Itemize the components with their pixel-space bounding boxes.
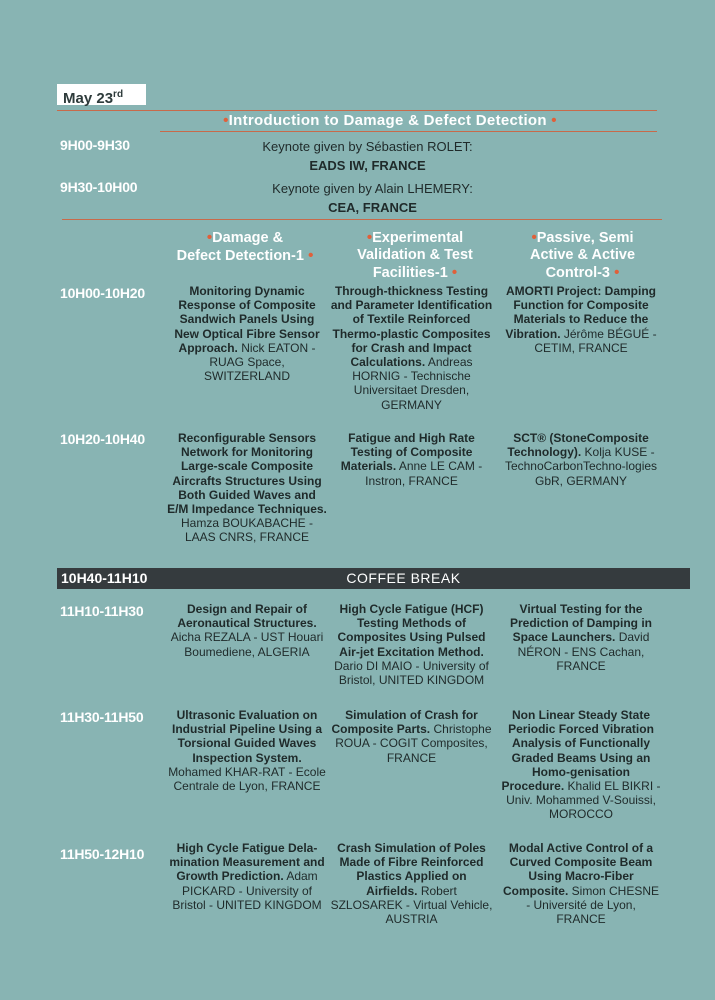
slot-time: 11H50-12H10: [60, 846, 145, 862]
talk: Non Linear Steady State Periodic Forced Vibration Analysis of Functionally Graded Beams Using an Homo-genisation Procedure. Khalid EL BIKRI - Univ. Mohammed V-Souissi, MOROCCO: [501, 708, 661, 822]
slot-time: 11H10-11H30: [60, 603, 144, 619]
talk: Through-thickness Testing and Parameter Identification of Textile Reinforced Thermo-plastic Composites for Crash and Impact Calculations. Andreas HORNIG - Technische Universitaet Dresden, GERMANY: [330, 284, 493, 412]
keynote: Keynote given by Alain LHEMERY: CEA, FRANCE: [272, 181, 473, 215]
talk: High Cycle Fatigue Dela-mination Measurement and Growth Prediction. Adam PICKARD - University of Bristol - UNITED KINGDOM: [169, 841, 325, 912]
talk: Fatigue and High Rate Testing of Composite Materials. Anne LE CAM - Instron, FRANCE: [340, 431, 483, 488]
track-header-3: •Passive, Semi Active & Active Control-3 •: [529, 229, 636, 281]
track-header-2: •Experimental Validation & Test Facilities-1 •: [357, 229, 473, 281]
talk: Monitoring Dynamic Response of Composite Sandwich Panels Using New Optical Fibre Sensor Approach. Nick EATON - RUAG Space, SWITZERLAND: [174, 284, 320, 384]
keynote: Keynote given by Sébastien ROLET: EADS IW, FRANCE: [262, 139, 473, 173]
talk: Virtual Testing for the Prediction of Damping in Space Launchers. David NÉRON - ENS Cachan, FRANCE: [509, 602, 652, 673]
talk: SCT® (StoneComposite Technology). Kolja KUSE - TechnoCarbonTechno-logies GbR, GERMANY: [504, 431, 658, 488]
coffee-break-bar: COFFEE BREAK 10H40-11H10: [57, 568, 690, 589]
talk: Crash Simulation of Poles Made of Fibre Reinforced Plastics Applied on Airfields. Robert SZLOSAREK - Virtual Vehicle, AUSTRIA: [330, 841, 493, 927]
slot-time: 10H00-10H20: [60, 285, 145, 301]
slot-time: 10H20-10H40: [60, 431, 145, 447]
keynote-time: 9H30-10H00: [60, 179, 138, 195]
session-title: •Introduction to Damage & Defect Detection •: [223, 112, 557, 129]
divider: [62, 219, 662, 220]
divider: [160, 131, 657, 132]
talk: Simulation of Crash for Composite Parts. Christophe ROUA - COGIT Composites, FRANCE: [331, 708, 492, 765]
talk: Design and Repair of Aeronautical Structures. Aicha REZALA - UST Houari Boumediene, ALGERIA: [170, 602, 324, 659]
talk: Modal Active Control of a Curved Composite Beam Using Macro-Fiber Composite. Simon CHESNE - Université de Lyon, FRANCE: [502, 841, 660, 927]
talk: High Cycle Fatigue (HCF) Testing Methods of Composites Using Pulsed Air-jet Excitation Method. Dario DI MAIO - University of Bristol, UNITED KINGDOM: [334, 602, 489, 688]
date-label: May 23rd: [57, 84, 146, 105]
track-header-1: •Damage & Defect Detection-1 •: [176, 229, 314, 264]
keynote-time: 9H00-9H30: [60, 137, 130, 153]
slot-time: 11H30-11H50: [60, 709, 144, 725]
talk: Reconfigurable Sensors Network for Monitoring Large-scale Composite Aircrafts Structures Using Both Guided Waves and E/M Impedance Techniques. Hamza BOUKABACHE - LAAS CNRS, FRANCE: [167, 431, 327, 545]
talk: AMORTI Project: Damping Function for Composite Materials to Reduce the Vibration. Jérôme BÉGUÉ - CETIM, FRANCE: [505, 284, 657, 355]
talk: Ultrasonic Evaluation on Industrial Pipeline Using a Torsional Guided Waves Inspection System. Mohamed KHAR-RAT - Ecole Centrale de Lyon, FRANCE: [168, 708, 326, 794]
divider: [57, 110, 657, 111]
